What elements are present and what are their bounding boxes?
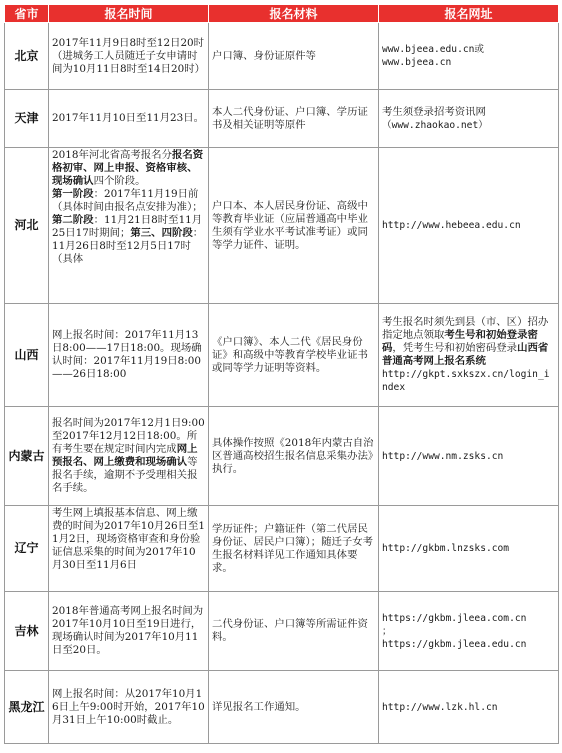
time-cell: 2018年普通高考网上报名时间为2017年10月10日至19日进行，现场确认时间为2017年10月11日至20日。 — [49, 592, 209, 671]
website-link[interactable]: www.bjeea.cn — [382, 57, 452, 68]
header-website: 报名网址 — [379, 5, 559, 23]
website-link[interactable]: http://gkpt.sxkszx.cn/login_index — [382, 369, 550, 393]
time-cell: 2017年11月10日至11月23日。 — [49, 90, 209, 148]
time-text: 等报名手续，逾期不予受理相关报名手续。 — [52, 456, 198, 494]
table-row — [5, 148, 559, 304]
table-row — [5, 23, 559, 90]
materials-cell: 本人二代身份证、户口簿、学历证书及相关证明等原件 — [209, 90, 379, 148]
time-text: ：11月26日8时至12月5日17时（具体 — [52, 227, 204, 265]
time-bold-text: 报名资格初审、网上申报、资格审核、现场确认 — [52, 149, 204, 187]
materials-cell: 《户口簿》、本人二代《居民身份证》和高级中等教育学校毕业证书或同等学力证明等资料。 — [209, 304, 379, 407]
time-bold-text: 第一阶段 — [52, 188, 94, 200]
province-cell: 吉林 — [5, 592, 49, 671]
province-cell: 北京 — [5, 23, 49, 90]
time-bold-text: 第二阶段 — [52, 214, 94, 226]
table-row — [5, 506, 559, 592]
time-cell — [49, 148, 209, 304]
registration-table — [4, 4, 559, 744]
table-header-row — [5, 5, 559, 23]
materials-cell: 户口簿、身份证原件等 — [209, 23, 379, 90]
time-text: 考生网上填报基本信息、网上缴费的时间为2017年10月26日至11月2日，现场资格审查和身份验证信息采集的时间为2017年10月30日至11月6日 — [52, 507, 205, 571]
province-cell: 山西 — [5, 304, 49, 407]
header-materials: 报名材料 — [209, 5, 379, 23]
province-cell: 内蒙古 — [5, 407, 49, 506]
table-row — [5, 592, 559, 671]
website-cell — [379, 304, 559, 407]
time-bold-text: 第三、四阶段 — [130, 227, 193, 239]
table-row — [5, 90, 559, 148]
website-note: 考生须登录招考资讯网 — [382, 105, 486, 118]
website-cell — [379, 506, 559, 592]
table-row — [5, 407, 559, 506]
website-link[interactable]: www.bjeea.edu.cn或 — [382, 44, 485, 55]
website-note: ，凭考生号和初始密码登录 — [392, 342, 518, 354]
website-link[interactable]: http://gkbm.lnzsks.com — [382, 543, 510, 554]
time-cell — [49, 506, 209, 592]
website-link[interactable]: http://www.hebeea.edu.cn — [382, 220, 521, 231]
website-link[interactable]: https://gkbm.jleea.edu.cn — [382, 638, 527, 650]
website-cell — [379, 148, 559, 304]
time-text: 四个阶段。 — [93, 175, 146, 187]
website-link[interactable]: http://www.nm.zsks.cn — [382, 450, 504, 462]
website-bold-text: 山西省普通高考网上报名系统 — [382, 342, 549, 367]
header-province: 省市 — [5, 5, 49, 23]
website-cell — [379, 90, 559, 148]
website-note: 考生报名时须先到县（市、区）招办指定地点领取 — [382, 316, 549, 341]
website-bold-text: 考生号和初始登录密码 — [382, 329, 538, 354]
province-cell: 辽宁 — [5, 506, 49, 592]
province-cell: 河北 — [5, 148, 49, 304]
materials-cell: 户口本、本人居民身份证、高级中等教育毕业证（应届普通高中毕业生须有学业水平考试准考证）或同等学力证件、证明。 — [209, 148, 379, 304]
website-link[interactable]: （www.zhaokao.net） — [382, 119, 488, 131]
website-separator: ； — [382, 625, 392, 637]
table-row — [5, 671, 559, 744]
time-text: 2018年河北省高考报名分 — [52, 149, 172, 161]
website-cell — [379, 671, 559, 744]
materials-cell: 二代身份证、户口簿等所需证件资料。 — [209, 592, 379, 671]
time-text: ：2017年11月19日前（具体时间由报名点安排为准）； — [52, 188, 203, 213]
time-bold-text: 网上预报名、网上缴费和现场确认 — [52, 443, 198, 468]
header-time: 报名时间 — [49, 5, 209, 23]
website-link[interactable]: https://gkbm.jleea.com.cn — [382, 612, 527, 624]
registration-table-container — [4, 4, 558, 744]
website-link[interactable]: http://www.lzk.hl.cn — [382, 701, 498, 713]
website-cell — [379, 407, 559, 506]
materials-cell: 详见报名工作通知。 — [209, 671, 379, 744]
materials-cell: 具体操作按照《2018年内蒙古自治区普通高校招生报名信息采集办法》执行。 — [209, 407, 379, 506]
time-text: ：11月21日8时至11月25日17时期间； — [52, 214, 203, 239]
time-text: 报名时间为2017年12月1日9:00至2017年12月12日18:00。所有考生要在规定时间内完成 — [52, 417, 205, 455]
province-cell: 黑龙江 — [5, 671, 49, 744]
time-cell: 网上报名时间：2017年11月13日8:00——17日18:00。现场确认时间：2017年11月19日8:00——26日18:00 — [49, 304, 209, 407]
table-row — [5, 304, 559, 407]
website-cell — [379, 592, 559, 671]
time-cell: 2017年11月9日8时至12日20时（进城务工人员随迁子女申请时间为10月11日8时至14日20时） — [49, 23, 209, 90]
time-cell: 网上报名时间：从2017年10月16日上午9:00时开始，2017年10月31日上午10:00时截止。 — [49, 671, 209, 744]
website-cell — [379, 23, 559, 90]
province-cell: 天津 — [5, 90, 49, 148]
time-cell — [49, 407, 209, 506]
materials-cell: 学历证件；户籍证件（第二代居民身份证、居民户口簿）；随迁子女考生报名材料详见工作通知具体要求。 — [209, 506, 379, 592]
